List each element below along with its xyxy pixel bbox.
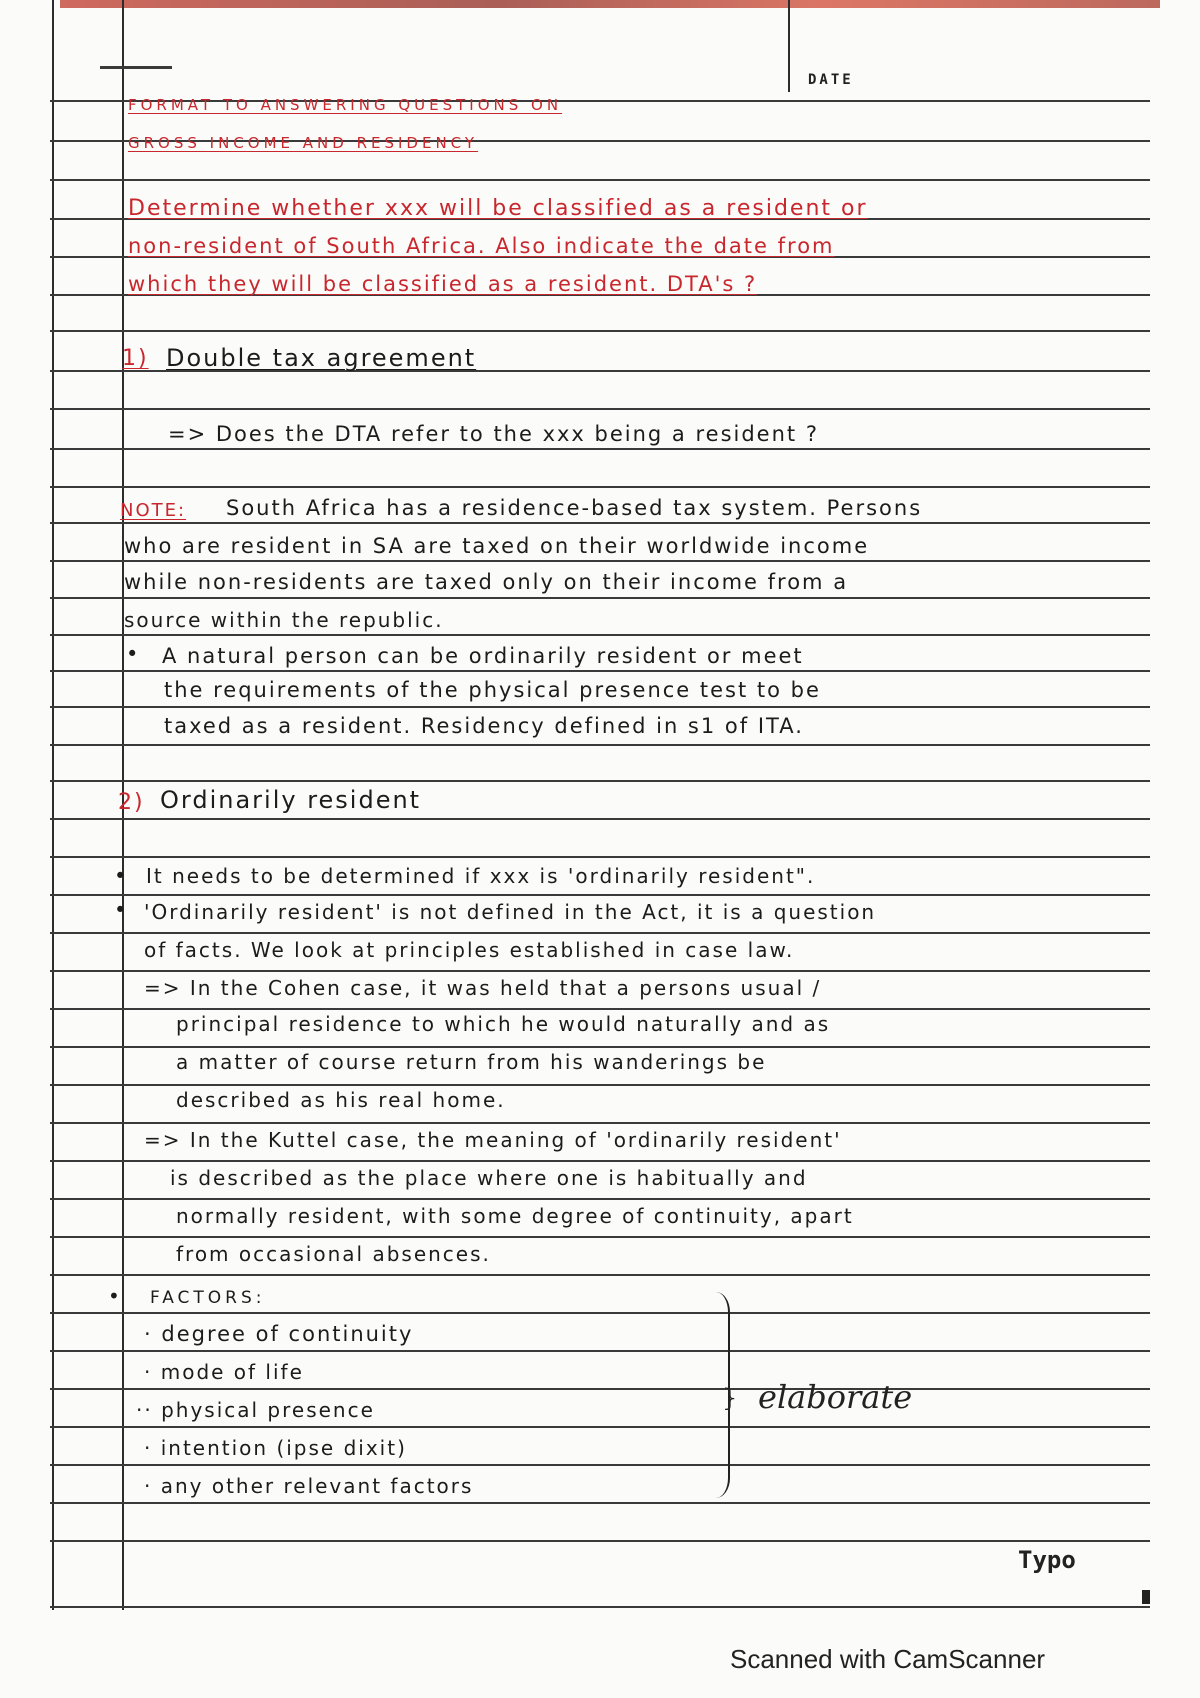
factors-bullet-dot: • xyxy=(108,1284,122,1308)
ruled-line xyxy=(50,1046,1150,1048)
section2-bullet2-line2: of facts. We look at principles established in case law. xyxy=(144,938,795,962)
ruled-line xyxy=(50,448,1150,450)
cohen-line3: a matter of course return from his wanderings be xyxy=(176,1050,767,1074)
ruled-line xyxy=(50,1426,1150,1428)
section2-title: Ordinarily resident xyxy=(160,786,422,814)
question-line3: which they will be classified as a resident. DTA's ? xyxy=(128,272,758,296)
section2-bullet1: It needs to be determined if xxx is 'ordinarily resident". xyxy=(146,864,816,888)
ruled-line xyxy=(50,744,1150,746)
elaborate-note: elaborate xyxy=(758,1378,913,1416)
factor-item: · degree of continuity xyxy=(144,1322,414,1346)
kuttel-line4: from occasional absences. xyxy=(176,1242,491,1266)
note-bullet-line2: the requirements of the physical presence test to be xyxy=(164,678,821,702)
note-bullet-line1: A natural person can be ordinarily resident or meet xyxy=(162,644,804,668)
kuttel-line3: normally resident, with some degree of continuity, apart xyxy=(176,1204,854,1228)
ruled-line xyxy=(50,1236,1150,1238)
ruled-line xyxy=(50,932,1150,934)
cohen-line1: => In the Cohen case, it was held that a persons usual / xyxy=(144,976,822,1000)
factor-item-label: intention (ipse dixit) xyxy=(160,1436,407,1460)
section1-prompt: => Does the DTA refer to the xxx being a resident ? xyxy=(168,422,819,446)
factors-label: FACTORS: xyxy=(150,1288,266,1308)
factor-item: ·· physical presence xyxy=(136,1398,375,1422)
note-line1: South Africa has a residence-based tax system. Persons xyxy=(226,496,923,520)
ruled-line xyxy=(50,818,1150,820)
section1-number: 1) xyxy=(122,346,149,371)
ruled-line xyxy=(50,1312,1150,1314)
ruled-line xyxy=(50,179,1150,181)
ruled-line xyxy=(50,856,1150,858)
factor-item-label: mode of life xyxy=(160,1360,304,1384)
factor-item-label: degree of continuity xyxy=(161,1322,414,1346)
typo-stamp: Typo xyxy=(1018,1546,1076,1574)
section2-bullet1-dot: • xyxy=(114,864,129,888)
page-heading-line1: FORMAT TO ANSWERING QUESTIONS ON xyxy=(128,96,563,114)
section2-bullet2-dot: • xyxy=(114,898,129,922)
margin-line-left xyxy=(52,0,54,1610)
note-label: NOTE: xyxy=(120,500,187,521)
ruled-line xyxy=(50,597,1150,599)
section1-title: Double tax agreement xyxy=(166,344,477,372)
ruled-line xyxy=(50,780,1150,782)
cohen-line4: described as his real home. xyxy=(176,1088,506,1112)
ruled-line xyxy=(50,522,1150,524)
ruled-line xyxy=(50,894,1150,896)
ruled-line xyxy=(50,970,1150,972)
section2-number: 2) xyxy=(118,790,145,815)
ruled-line xyxy=(50,634,1150,636)
scanner-watermark: Scanned with CamScanner xyxy=(730,1644,1046,1674)
ruled-line xyxy=(50,330,1150,332)
note-line4: source within the republic. xyxy=(124,608,444,632)
factor-item: · mode of life xyxy=(144,1360,304,1384)
ruled-line xyxy=(50,1502,1150,1504)
ruled-line xyxy=(50,1274,1150,1276)
note-line3: while non-residents are taxed only on their income from a xyxy=(124,570,849,594)
date-label: DATE xyxy=(808,72,854,88)
kuttel-line1: => In the Kuttel case, the meaning of 'ordinarily resident' xyxy=(144,1128,842,1152)
factor-item: · any other relevant factors xyxy=(144,1474,474,1498)
page-heading-line2: GROSS INCOME AND RESIDENCY xyxy=(128,134,479,152)
ruled-line xyxy=(50,486,1150,488)
factor-item-label: physical presence xyxy=(161,1398,375,1422)
kuttel-line2: is described as the place where one is habitually and xyxy=(170,1166,808,1190)
ruled-line xyxy=(50,1464,1150,1466)
ruled-line xyxy=(50,670,1150,672)
section2-bullet2-line1: 'Ordinarily resident' is not defined in the Act, it is a question xyxy=(144,900,877,924)
ruled-line xyxy=(50,1122,1150,1124)
ruled-line xyxy=(50,1198,1150,1200)
margin-tick xyxy=(100,66,172,69)
ruled-line xyxy=(50,1160,1150,1162)
ruled-line xyxy=(50,1084,1150,1086)
ruled-line xyxy=(50,1008,1150,1010)
ruled-line xyxy=(50,706,1150,708)
ruled-line xyxy=(50,1388,1150,1390)
note-bullet-dot: • xyxy=(126,642,141,666)
ruled-line xyxy=(50,408,1150,410)
note-line2: who are resident in SA are taxed on their worldwide income xyxy=(124,534,870,558)
factor-item-label: any other relevant factors xyxy=(160,1474,474,1498)
brace-tip: } xyxy=(722,1384,738,1412)
cohen-line2: principal residence to which he would naturally and as xyxy=(176,1012,831,1036)
question-line1: Determine whether xxx will be classified as a resident or xyxy=(128,196,868,221)
ruled-line xyxy=(50,1540,1150,1542)
page-corner-mark xyxy=(1142,1590,1150,1604)
ruled-line xyxy=(50,560,1150,562)
question-line2: non-resident of South Africa. Also indicate the date from xyxy=(128,234,835,258)
ruled-line xyxy=(50,1350,1150,1352)
ruled-line xyxy=(50,1606,1150,1608)
page-top-edge xyxy=(60,0,1160,8)
factor-item: · intention (ipse dixit) xyxy=(144,1436,407,1460)
date-box-divider xyxy=(788,0,790,92)
note-bullet-line3: taxed as a resident. Residency defined in s1 of ITA. xyxy=(164,714,804,738)
